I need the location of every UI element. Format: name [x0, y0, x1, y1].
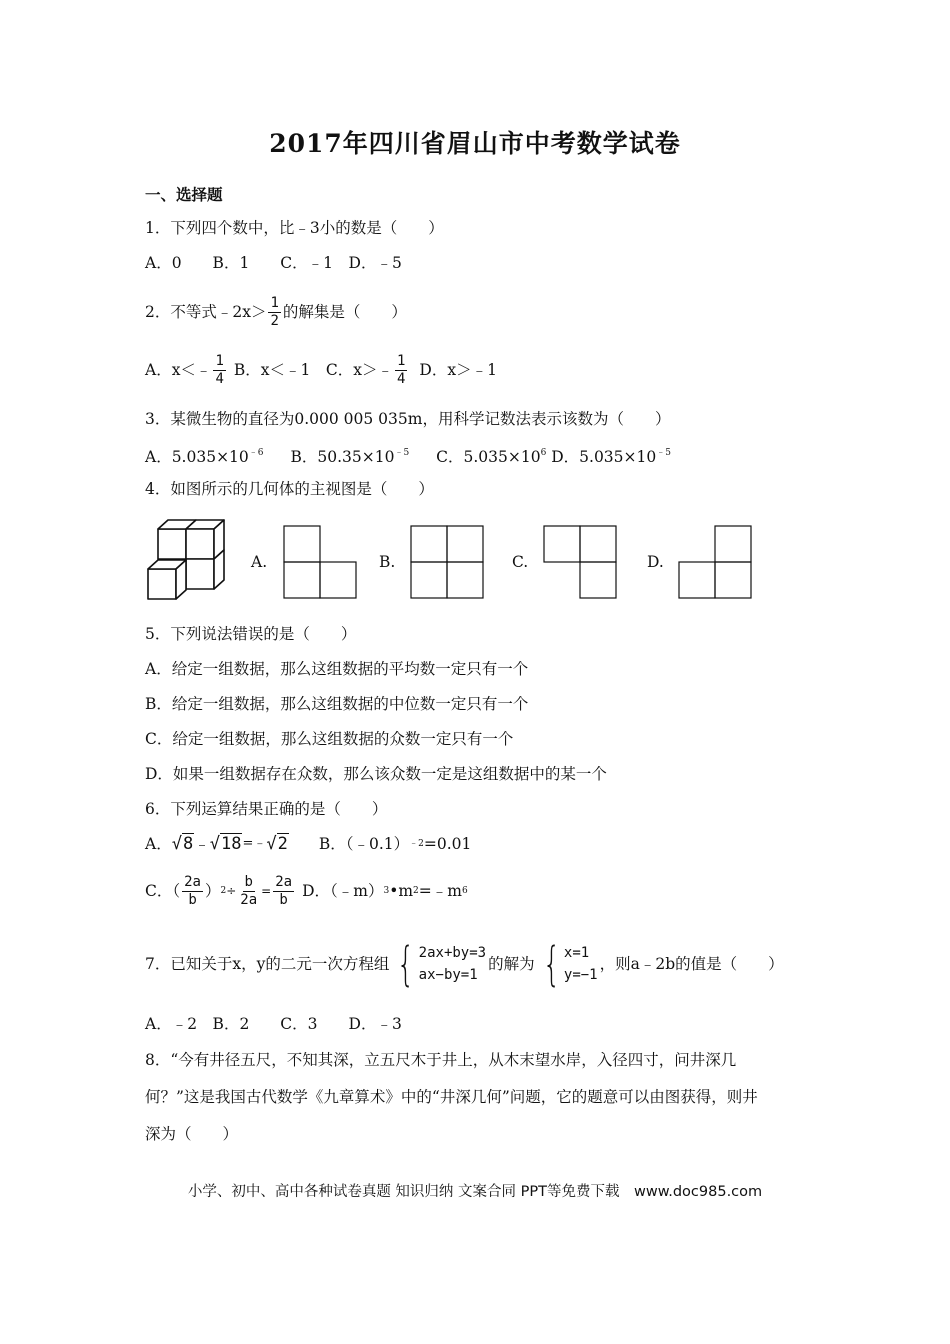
q5-optB: B．给定一组数据，那么这组数据的中位数一定只有一个: [145, 695, 529, 713]
q4-option-d-figure: [678, 525, 753, 600]
q7-stem: [145, 936, 784, 992]
q2-optA-fraction: [213, 353, 225, 388]
q6-c-divide: ÷: [226, 884, 237, 898]
q3-optC-exp: 6: [540, 448, 547, 458]
q2-frac-num: 1: [270, 294, 279, 311]
cube-solid-figure: [146, 517, 232, 603]
q6-d-exp1: 3: [383, 886, 390, 896]
q6-c-frac3-num: 2a: [275, 873, 293, 890]
q4-stem: 4．如图所示的几何体的主视图是（ ）: [145, 480, 434, 498]
q6-optD: D．（﹣m）: [302, 882, 384, 900]
q4-label-d: D.: [647, 553, 664, 571]
q6-c-close: ）: [204, 882, 221, 900]
q6-optB: B．（﹣0.1）: [318, 835, 410, 853]
q5-optC: C．给定一组数据，那么这组数据的众数一定只有一个: [145, 730, 514, 748]
q1-stem: 1．下列四个数中，比﹣3小的数是（ ）: [145, 219, 444, 237]
q6-sqrt-2: √2: [266, 834, 288, 854]
q6-c-frac2: [238, 874, 259, 909]
q2-optC-fraction: [395, 353, 407, 388]
q2-fraction: [268, 295, 280, 330]
q6-c-frac1-den: b: [188, 891, 197, 908]
q2-optC-den: 4: [396, 370, 406, 387]
q6-c-frac2-num: b: [244, 873, 253, 890]
q8-line1: 8．“今有井径五尺，不知其深，立五尺木于井上，从木末望水岸，入径四寸，问井深几: [145, 1051, 737, 1069]
q7-stem-post: ，则a﹣2b的值是（ ）: [599, 955, 784, 973]
q7-mid: 的解为: [488, 955, 535, 973]
q2-optD: D．x＞﹣1: [419, 361, 497, 379]
q7-solution-system: [537, 937, 598, 991]
q2-optA-den: 4: [215, 370, 224, 387]
q7-solution-brace-icon: {: [542, 937, 561, 991]
q3-stem: 3．某微生物的直径为0.000 005 035m，用科学记数法表示该数为（ ）: [145, 410, 671, 428]
q8-line3: 深为（ ）: [145, 1125, 239, 1143]
q6-optB-exp: ﹣2: [409, 839, 424, 849]
q3-optB: B．50.35×10: [290, 448, 395, 466]
q3-optD-exp: ﹣5: [656, 448, 671, 458]
q5-optD: D．如果一组数据存在众数，那么该众数一定是这组数据中的某一个: [145, 765, 607, 783]
q6-optC-label: C．（: [145, 882, 181, 900]
q6-stem: 6．下列运算结果正确的是（ ）: [145, 800, 388, 818]
q6-sqrt-2-radicand: 2: [277, 834, 288, 854]
q6-minus: ﹣: [194, 835, 210, 853]
q6-d-mid: •m: [389, 882, 414, 900]
page-title: 2017年四川省眉山市中考数学试卷: [269, 129, 681, 158]
q6-sqrt-8: √8: [171, 834, 194, 854]
q7-stem-pre: 7．已知关于x，y的二元一次方程组: [145, 955, 390, 973]
footer-note: 小学、初中、高中各种试卷真题 知识归纳 文案合同 PPT等免费下载 www.doc985.com: [187, 1184, 763, 1200]
q6-d-exp2: 2: [413, 886, 419, 896]
q8-line2: 何？”这是我国古代数学《九章算术》中的“井深几何”问题，它的题意可以由图获得，则井: [145, 1088, 758, 1106]
q6-c-frac1: [182, 874, 203, 909]
q4-option-c-figure: [543, 525, 618, 600]
q4-label-a: A.: [251, 553, 268, 571]
q3-optC: C．5.035×10: [436, 448, 541, 466]
q6-sqrt-18-radicand: 18: [220, 834, 242, 854]
q2-stem-post: 的解集是（ ）: [282, 303, 407, 321]
q2-options: [145, 350, 497, 390]
q6-c-frac2-den: 2a: [240, 891, 258, 908]
q4-label-c: C.: [512, 553, 529, 571]
q2-optB: B．x＜﹣1 C．x＞﹣: [233, 361, 393, 379]
q7-eq2: ax−by=1: [418, 967, 478, 983]
q6-c-frac3: [273, 874, 294, 909]
q4-option-a-figure: [283, 525, 358, 600]
q7-brace-icon: {: [397, 937, 415, 991]
q3-optD: D．5.035×10: [551, 448, 657, 466]
q2-stem: [145, 292, 407, 332]
q2-optC-num: 1: [396, 352, 406, 369]
q6-sqrt-18: √18: [209, 834, 242, 854]
q6-c-frac3-den: b: [279, 891, 288, 908]
q6-d-exp3: 6: [461, 886, 468, 896]
q5-stem: 5．下列说法错误的是（ ）: [145, 625, 357, 643]
q6-c-frac1-num: 2a: [184, 873, 201, 890]
q6-optA-label: A．: [145, 835, 172, 853]
q7-equation-system: [391, 937, 487, 991]
q6-d-eq: =﹣m: [418, 882, 462, 900]
q6-c-equals: =: [261, 884, 272, 898]
q3-options: [145, 443, 671, 467]
q6-eq-neg: =﹣: [242, 836, 267, 851]
q7-sol2: y=−1: [563, 967, 598, 983]
q4-label-b: B.: [379, 553, 396, 571]
q2-stem-pre: 2．不等式﹣2x＞: [145, 303, 267, 321]
q6-row2: [145, 870, 468, 912]
q4-option-b-figure: [410, 525, 485, 600]
q1-options: A．0 B．1 C．﹣1 D．﹣5: [145, 254, 402, 272]
q3-optA-exp: ﹣6: [248, 448, 264, 458]
q7-eq1: 2ax+by=3: [418, 945, 487, 961]
q2-optA: A．x＜﹣: [145, 361, 212, 379]
q3-optB-exp: ﹣5: [394, 448, 410, 458]
q2-frac-den: 2: [270, 312, 279, 329]
q3-optA: A．5.035×10: [145, 448, 249, 466]
q2-optA-num: 1: [215, 352, 224, 369]
q7-options: A．﹣2 B．2 C．3 D．﹣3: [145, 1015, 402, 1033]
q6-c-exp: 2: [220, 886, 227, 896]
q7-sol1: x=1: [563, 945, 590, 961]
section-heading: 一、选择题: [145, 185, 223, 204]
q6-row1: [145, 832, 471, 856]
q6-optB-result: =0.01: [423, 835, 472, 853]
q5-optA: A．给定一组数据，那么这组数据的平均数一定只有一个: [145, 660, 529, 678]
q6-sqrt-8-radicand: 8: [182, 834, 194, 854]
